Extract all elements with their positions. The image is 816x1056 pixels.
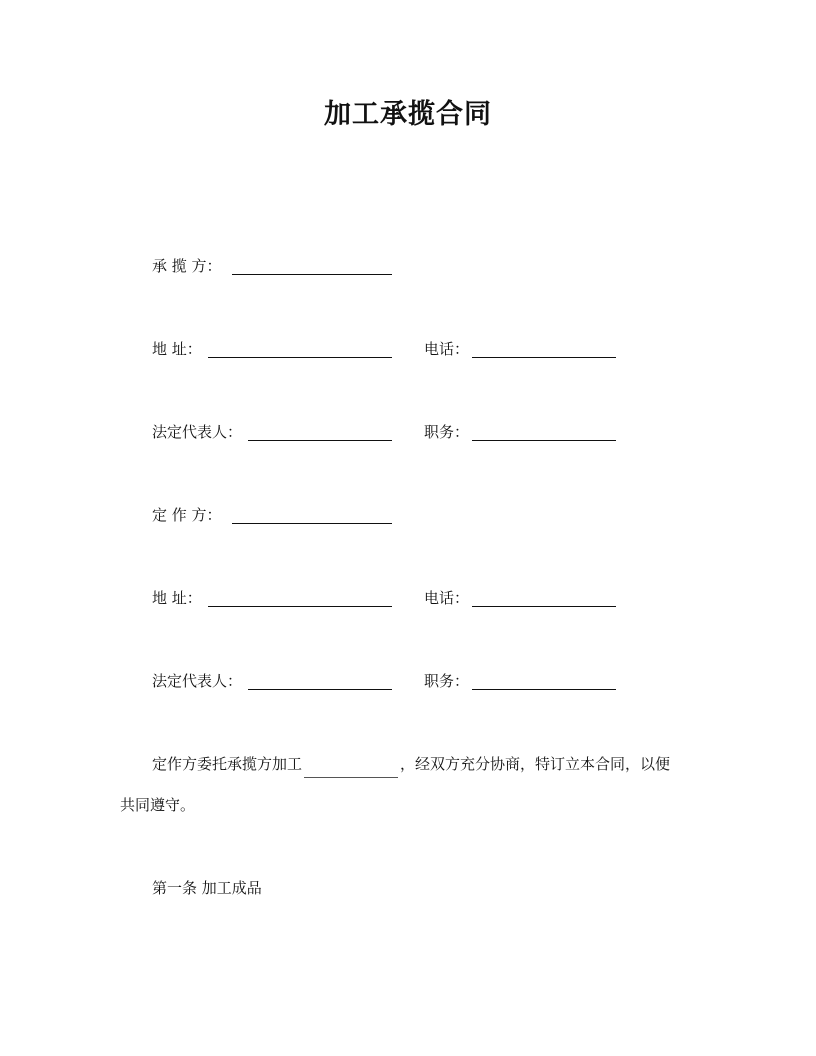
client-phone-row — [424, 586, 624, 610]
contractor-address-row — [152, 337, 412, 361]
contractor-rep-row — [152, 420, 412, 444]
contract-title: 加工承揽合同 — [324, 99, 492, 130]
contractor-rep-blank[interactable] — [248, 440, 392, 441]
intro-line-2: 共同遵守。 — [120, 796, 196, 814]
contractor-name-blank[interactable] — [232, 274, 392, 275]
client-rep-label: 法定代表人： — [152, 672, 243, 690]
client-address-label: 地 址： — [152, 589, 202, 607]
contractor-party-label: 承 揽 方： — [152, 257, 222, 275]
client-party-label: 定 作 方： — [152, 506, 222, 524]
intro-line-1 — [152, 750, 670, 778]
contractor-party-row — [152, 254, 412, 278]
contractor-position-label: 职务： — [424, 423, 470, 441]
contractor-position-row — [424, 420, 624, 444]
client-rep-row — [152, 669, 412, 693]
client-address-blank[interactable] — [208, 606, 392, 607]
client-name-blank[interactable] — [232, 523, 392, 524]
product-name-blank[interactable] — [304, 759, 398, 778]
article-1-heading: 第一条 加工成品 — [152, 879, 262, 897]
client-rep-blank[interactable] — [248, 689, 392, 690]
client-position-blank[interactable] — [472, 689, 616, 690]
client-phone-blank[interactable] — [472, 606, 616, 607]
intro-text-after: ，经双方充分协商，特订立本合同，以便 — [400, 755, 671, 773]
client-phone-label: 电话： — [424, 589, 470, 607]
client-party-row — [152, 503, 412, 527]
client-address-row — [152, 586, 412, 610]
contractor-phone-blank[interactable] — [472, 357, 616, 358]
intro-text-before: 定作方委托承揽方加工 — [152, 755, 303, 773]
contractor-position-blank[interactable] — [472, 440, 616, 441]
client-position-label: 职务： — [424, 672, 470, 690]
client-position-row — [424, 669, 624, 693]
contractor-address-label: 地 址： — [152, 340, 202, 358]
contractor-address-blank[interactable] — [208, 357, 392, 358]
contractor-rep-label: 法定代表人： — [152, 423, 243, 441]
contractor-phone-label: 电话： — [424, 340, 470, 358]
contractor-phone-row — [424, 337, 624, 361]
